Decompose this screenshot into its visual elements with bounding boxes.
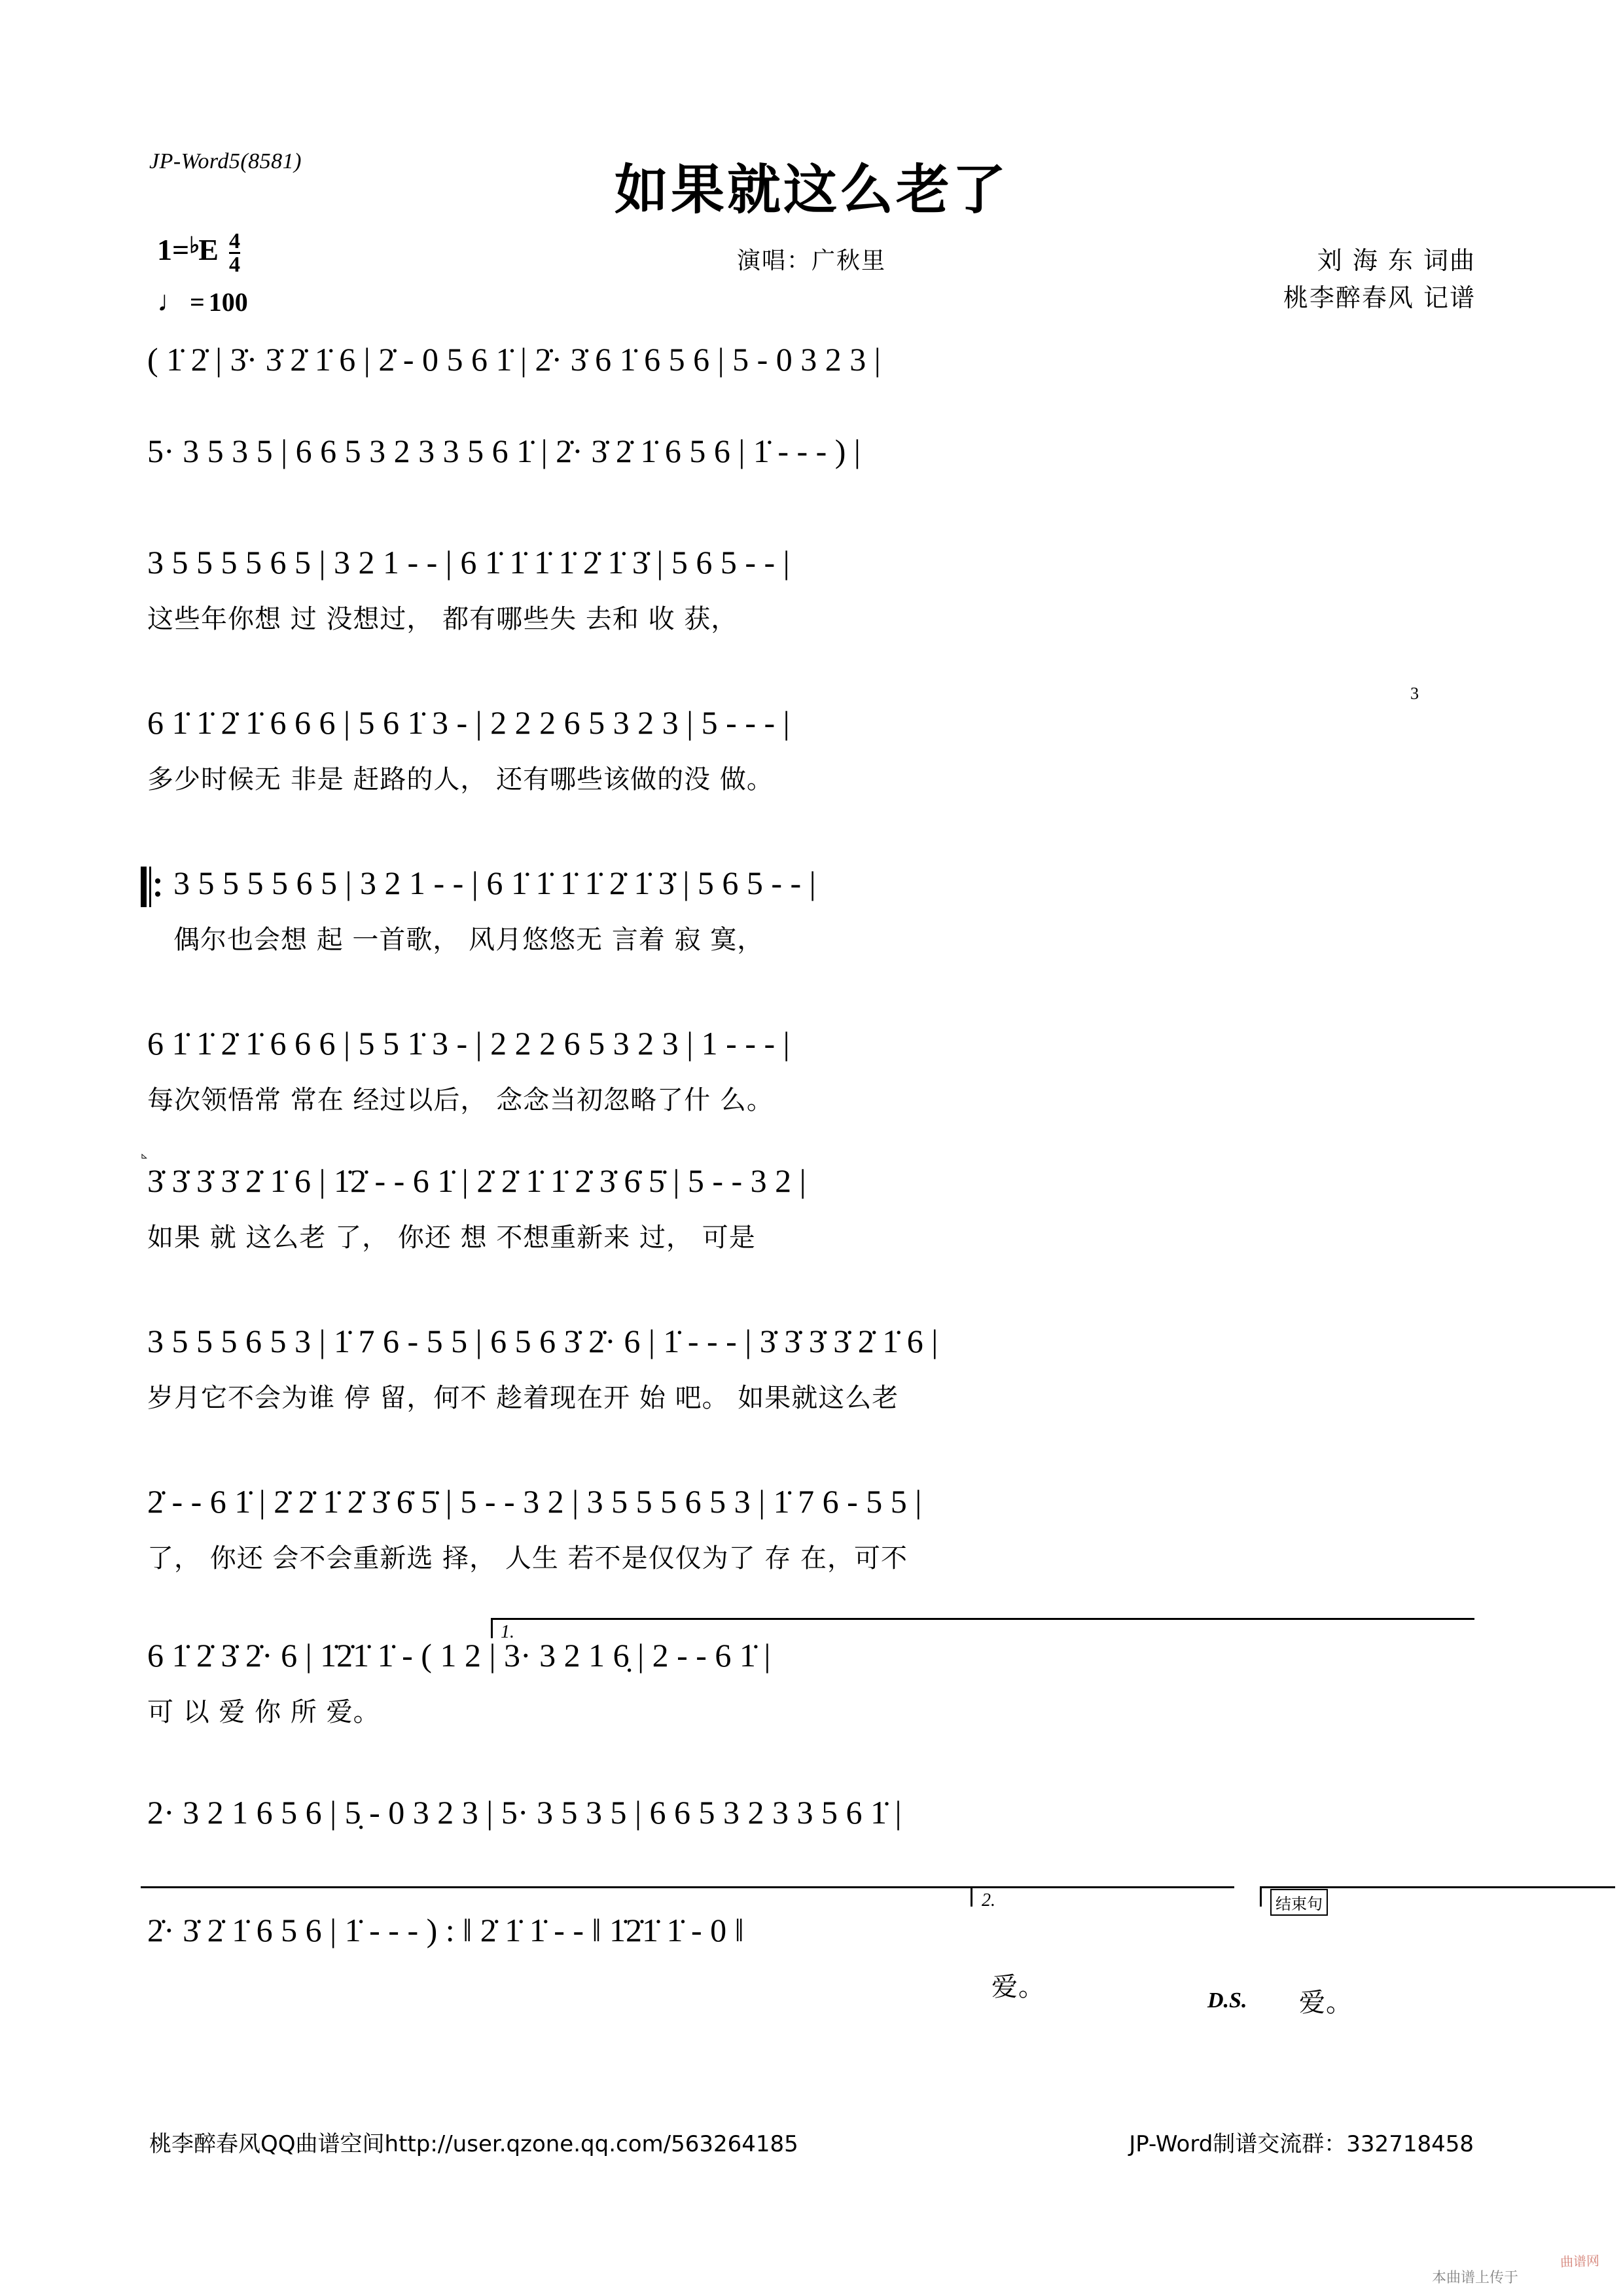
system-ending-3 bbox=[147, 1890, 1476, 2018]
tempo-marking bbox=[157, 287, 248, 317]
credit-notator: 桃李醉春风 记谱 bbox=[1283, 283, 1476, 312]
credit-composer: 刘 海 东 词曲 bbox=[1317, 246, 1476, 275]
first-ending-bracket bbox=[491, 1618, 1474, 1638]
page-title: 如果就这么老了 bbox=[614, 159, 1008, 221]
note-row: 6 1̇ 1̇ 2̇ 1̇ 6 6 6 | 5 6 1̇ 3 - | 2 2 2 6 5 3 2 3 | 5 - - - | bbox=[147, 704, 790, 741]
second-ending-label: 2. bbox=[982, 1890, 995, 1910]
system-ending-2 bbox=[147, 1793, 1476, 1842]
time-signature-denominator: 4 bbox=[228, 253, 240, 278]
note-row: 3 5 5 5 5 6 5 | 3 2 1 - - | 6 1̇ 1̇ 1̇ 1̇ 2̇ 1̇ 3̇ | 5 6 5 - - | bbox=[147, 544, 790, 581]
key-label: 1= bbox=[157, 233, 190, 266]
time-signature-numerator: 4 bbox=[228, 229, 240, 253]
flat-icon: ♭ bbox=[189, 234, 200, 258]
second-ending-bracket bbox=[971, 1886, 1234, 1907]
lyric-row: 每次领悟常 常在 经过以后， 念念当初忽略了什 么。 bbox=[147, 1085, 774, 1115]
system-verse-2a bbox=[147, 864, 1476, 956]
lyric-row: 如果 就 这么老 了， 你还 想 不想重新来 过， 可是 bbox=[147, 1223, 756, 1253]
triplet-marking: 3 bbox=[1410, 684, 1419, 703]
watermark-upload: 本曲谱上传于 bbox=[1431, 2270, 1518, 2286]
note-row: 6 1̇ 1̇ 2̇ 1̇ 6 6 6 | 5 5 1̇ 3 - | 2 2 2 6 5 3 2 3 | 1 - - - | bbox=[147, 1025, 790, 1062]
system-ending-1 bbox=[147, 1622, 1476, 1729]
lyric-row: 可 以 爱 你 所 爱。 bbox=[147, 1697, 380, 1727]
lyric-row-a: 爱。 bbox=[991, 1972, 1045, 2002]
note-row: 3̇ 3̇ 3̇ 3̇ 2̇ 1̇ 6 | 1̇2̇ - - 6 1̇ | 2̇ 2̇ 1̇ 1̇ 2̇ 3̇ 6̇ 5̇ | 5 - - 3 2 | bbox=[147, 1162, 806, 1199]
quarter-note-icon: ♩ bbox=[157, 285, 186, 318]
lyric-row: 偶尔也会想 起 一首歌， 风月悠悠无 言着 寂 寞， bbox=[173, 925, 764, 955]
note-row: 3 5 5 5 5 6 5 | 3 2 1 - - | 6 1̇ 1̇ 1̇ 1̇ 2̇ 1̇ 3̇ | 5 6 5 - - | bbox=[173, 865, 816, 901]
system-intro-2 bbox=[147, 432, 1476, 480]
tempo-equals: = bbox=[190, 287, 205, 317]
watermark-site: 曲谱网 bbox=[1560, 2252, 1600, 2270]
lyric-row: 了， 你还 会不会重新选 择， 人生 若不是仅仅为了 存 在，可不 bbox=[147, 1543, 908, 1573]
system-verse-1b bbox=[147, 684, 1476, 796]
system-chorus-2 bbox=[147, 1322, 1476, 1414]
final-phrase-label: 结束句 bbox=[1270, 1889, 1328, 1916]
note-row: 5· 3 5 3 5 | 6 6 5 3 2 3 3 5 6 1̇ | 2̇· 3̇ 2̇ 1̇ 6 5 6 | 1̇ - - - ) | bbox=[147, 433, 861, 469]
system-intro-1 bbox=[147, 340, 1476, 389]
tempo-value: 100 bbox=[208, 287, 248, 317]
ds-mark: D.S. bbox=[1207, 1988, 1247, 2013]
system-chorus-3 bbox=[147, 1482, 1476, 1575]
footer-left-text: 桃李醉春风QQ曲谱空间http://user.qzone.qq.com/563264185 bbox=[149, 2131, 798, 2157]
lyric-row: 这些年你想 过 没想过， 都有哪些失 去和 收 获， bbox=[147, 604, 738, 634]
key-signature bbox=[157, 229, 248, 278]
lyric-row-b: 爱。 bbox=[1299, 1988, 1353, 2018]
note-row: 2̇· 3̇ 2̇ 1̇ 6 5 6 | 1̇ - - - ) : ‖ 2̇ 1̇ 1̇ - - ‖ 1̇2̇1̇ 1̇ - 0 ‖ bbox=[147, 1912, 744, 1948]
key-letter: E bbox=[198, 233, 219, 266]
system-chorus-1 bbox=[141, 1139, 1476, 1254]
note-row: 2̇ - - 6 1̇ | 2̇ 2̇ 1̇ 2̇ 3̇ 6̇ 5̇ | 5 - - 3 2 | 3 5 5 5 6 5 3 | 1̇ 7 6 - 5 5 | bbox=[147, 1483, 922, 1520]
system-verse-1a bbox=[147, 543, 1476, 636]
lyric-row: 多少时候无 非是 赶路的人， 还有哪些该做的没 做。 bbox=[147, 764, 774, 795]
footer-right-text: JP-Word制谱交流群：332718458 bbox=[1129, 2131, 1474, 2157]
singer-label: 演唱：广秋里 bbox=[736, 247, 886, 274]
first-ending-label: 1. bbox=[501, 1622, 514, 1642]
credits bbox=[1283, 242, 1476, 317]
segno-icon: 𝅊 bbox=[141, 1139, 148, 1164]
key-tempo-block bbox=[157, 229, 248, 318]
lyric-row: 岁月它不会为谁 停 留，何不 趁着现在开 始 吧。 如果就这么老 bbox=[147, 1383, 899, 1413]
time-signature bbox=[229, 231, 240, 276]
note-row: ( 1̇ 2̇ | 3̇· 3̇ 2̇ 1̇ 6 | 2̇ - 0 5 6 1̇ | 2̇· 3̇ 6 1̇ 6 5 6 | 5 - 0 3 2 3 | bbox=[147, 341, 881, 378]
note-row: 6 1̇ 2̇ 3̇ 2̇· 6 | 1̇2̇1̇ 1̇ - ( 1 2 | 3· 3 2 1 6̣ | 2 - - 6 1̇ | bbox=[147, 1637, 771, 1674]
system-verse-2b bbox=[147, 1024, 1476, 1117]
note-row: 3 5 5 5 6 5 3 | 1̇ 7 6 - 5 5 | 6 5 6 3̇ 2̇· 6 | 1̇ - - - | 3̇ 3̇ 3̇ 3̇ 2̇ 1̇ 6 | bbox=[147, 1323, 938, 1359]
first-ending-close bbox=[141, 1886, 972, 1907]
document-code: JP-Word5(8581) bbox=[149, 149, 302, 173]
note-row: 2· 3 2 1 6 5 6 | 5̣ - 0 3 2 3 | 5· 3 5 3 5 | 6 6 5 3 2 3 3 5 6 1̇ | bbox=[147, 1794, 902, 1831]
